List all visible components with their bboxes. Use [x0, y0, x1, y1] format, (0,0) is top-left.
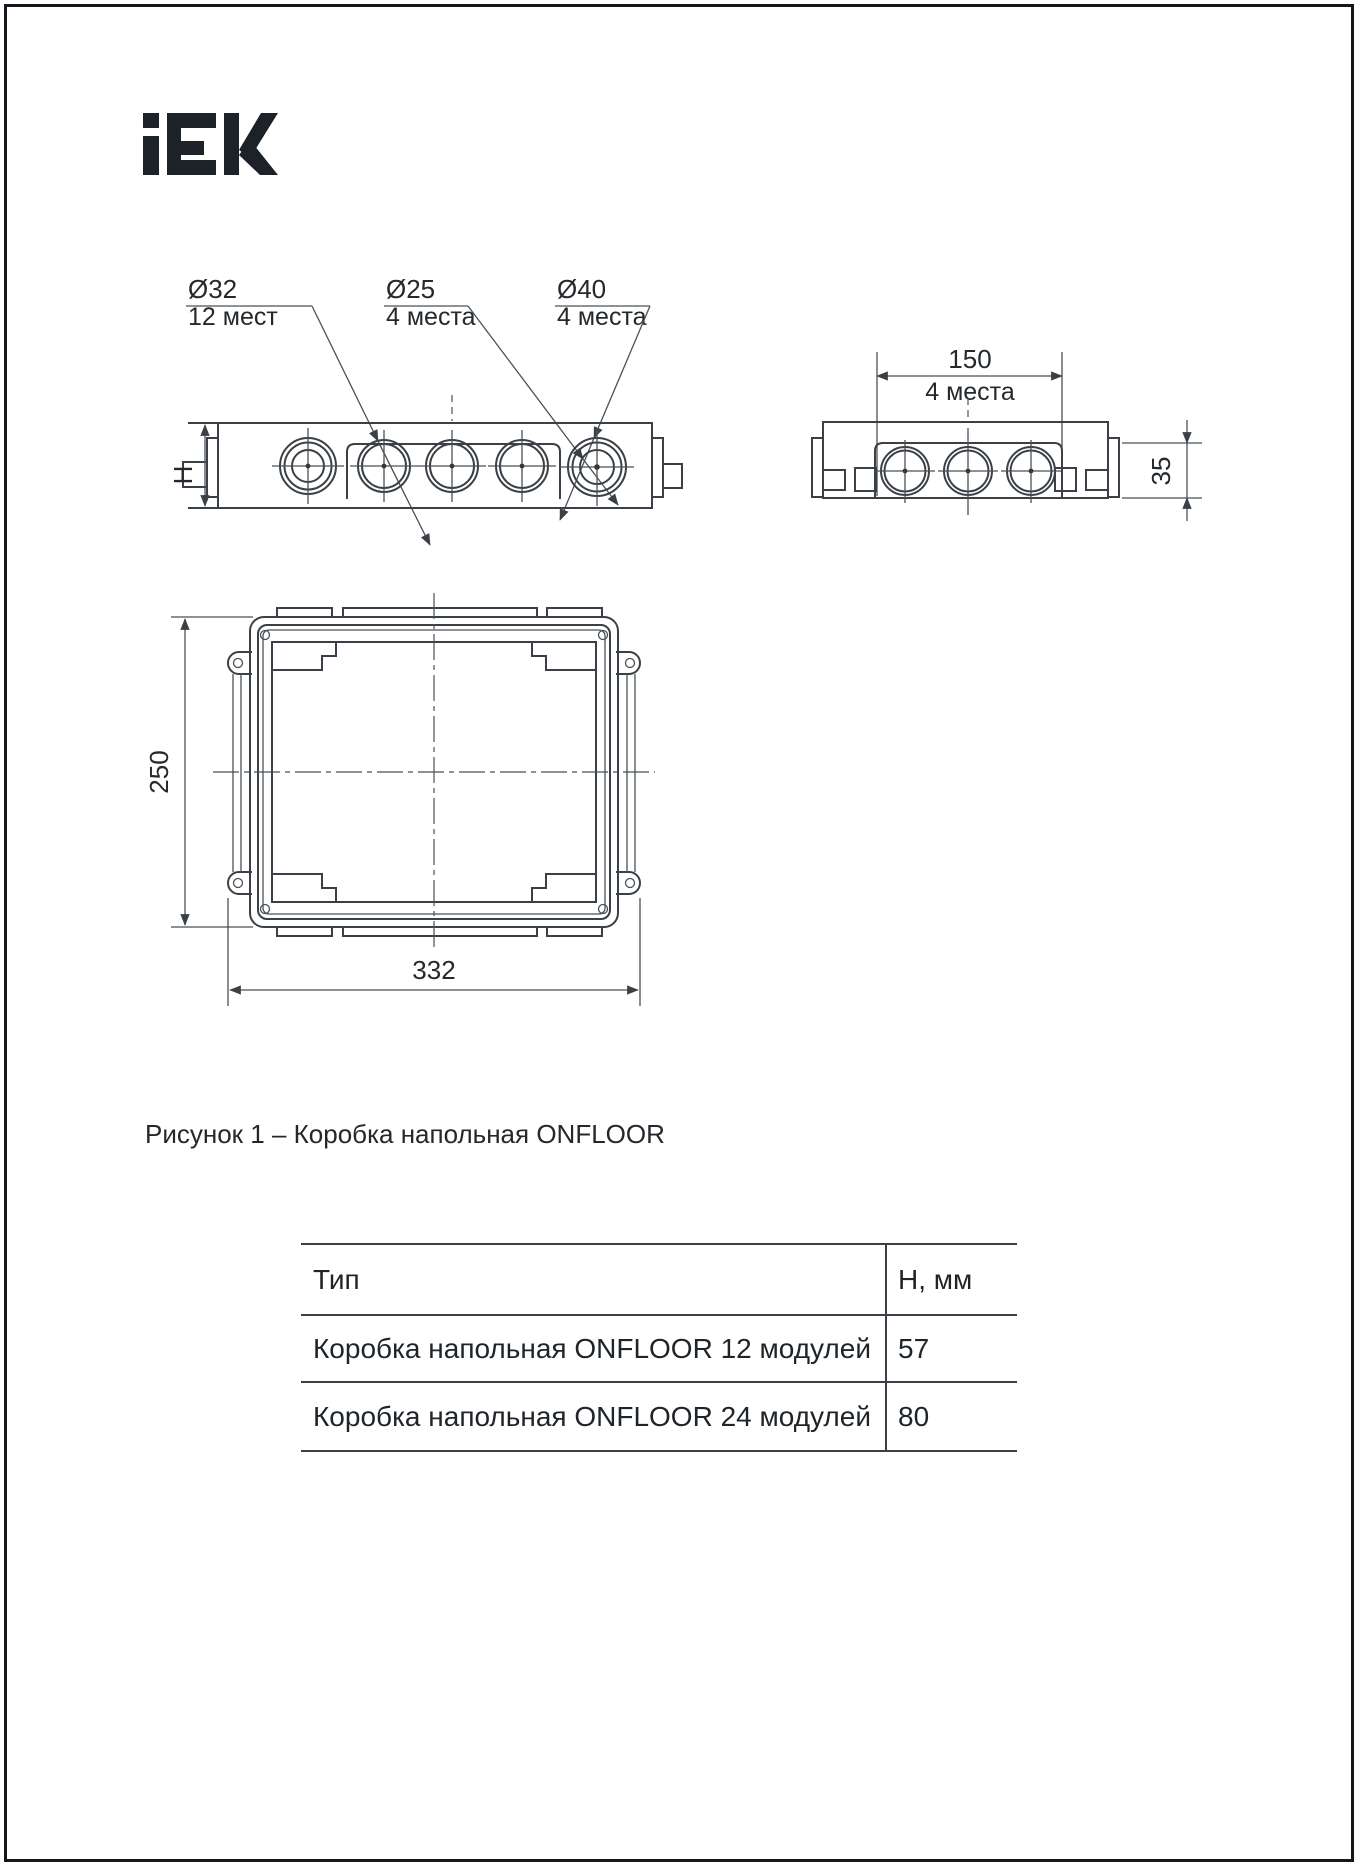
column-header-type: Тип [313, 1263, 360, 1295]
table-header-row [301, 1245, 1017, 1316]
cell-type-12-modules: Коробка напольная ONFLOOR 12 модулей [313, 1332, 871, 1364]
label-d40-places: 4 места [557, 303, 647, 331]
cell-type-24-modules: Коробка напольная ONFLOOR 24 модулей [313, 1400, 871, 1432]
table-row [301, 1316, 1017, 1383]
label-150-places: 4 места [925, 378, 1015, 406]
label-150: 150 [948, 344, 992, 374]
label-d40: Ø40 [557, 274, 607, 304]
label-d32-places: 12 мест [188, 303, 278, 331]
cell-h-24-modules: 80 [885, 1383, 1017, 1450]
label-d25-places: 4 места [386, 303, 476, 331]
column-header-h: H, мм [885, 1245, 1017, 1314]
label-height-h: H [168, 465, 198, 485]
label-d32: Ø32 [188, 274, 238, 304]
table-row [301, 1383, 1017, 1452]
side-view-24-modules [812, 344, 1202, 521]
label-d25: Ø25 [386, 274, 436, 304]
label-332: 332 [412, 955, 456, 985]
cell-h-12-modules: 57 [885, 1316, 1017, 1381]
side-view-12-modules [168, 274, 682, 545]
label-250: 250 [144, 750, 174, 794]
spec-table [301, 1243, 1017, 1452]
iek-logo [143, 113, 278, 175]
label-35: 35 [1146, 456, 1176, 486]
figure-caption: Рисунок 1 – Коробка напольная ONFLOOR [145, 1119, 665, 1149]
plan-view [144, 593, 655, 1006]
